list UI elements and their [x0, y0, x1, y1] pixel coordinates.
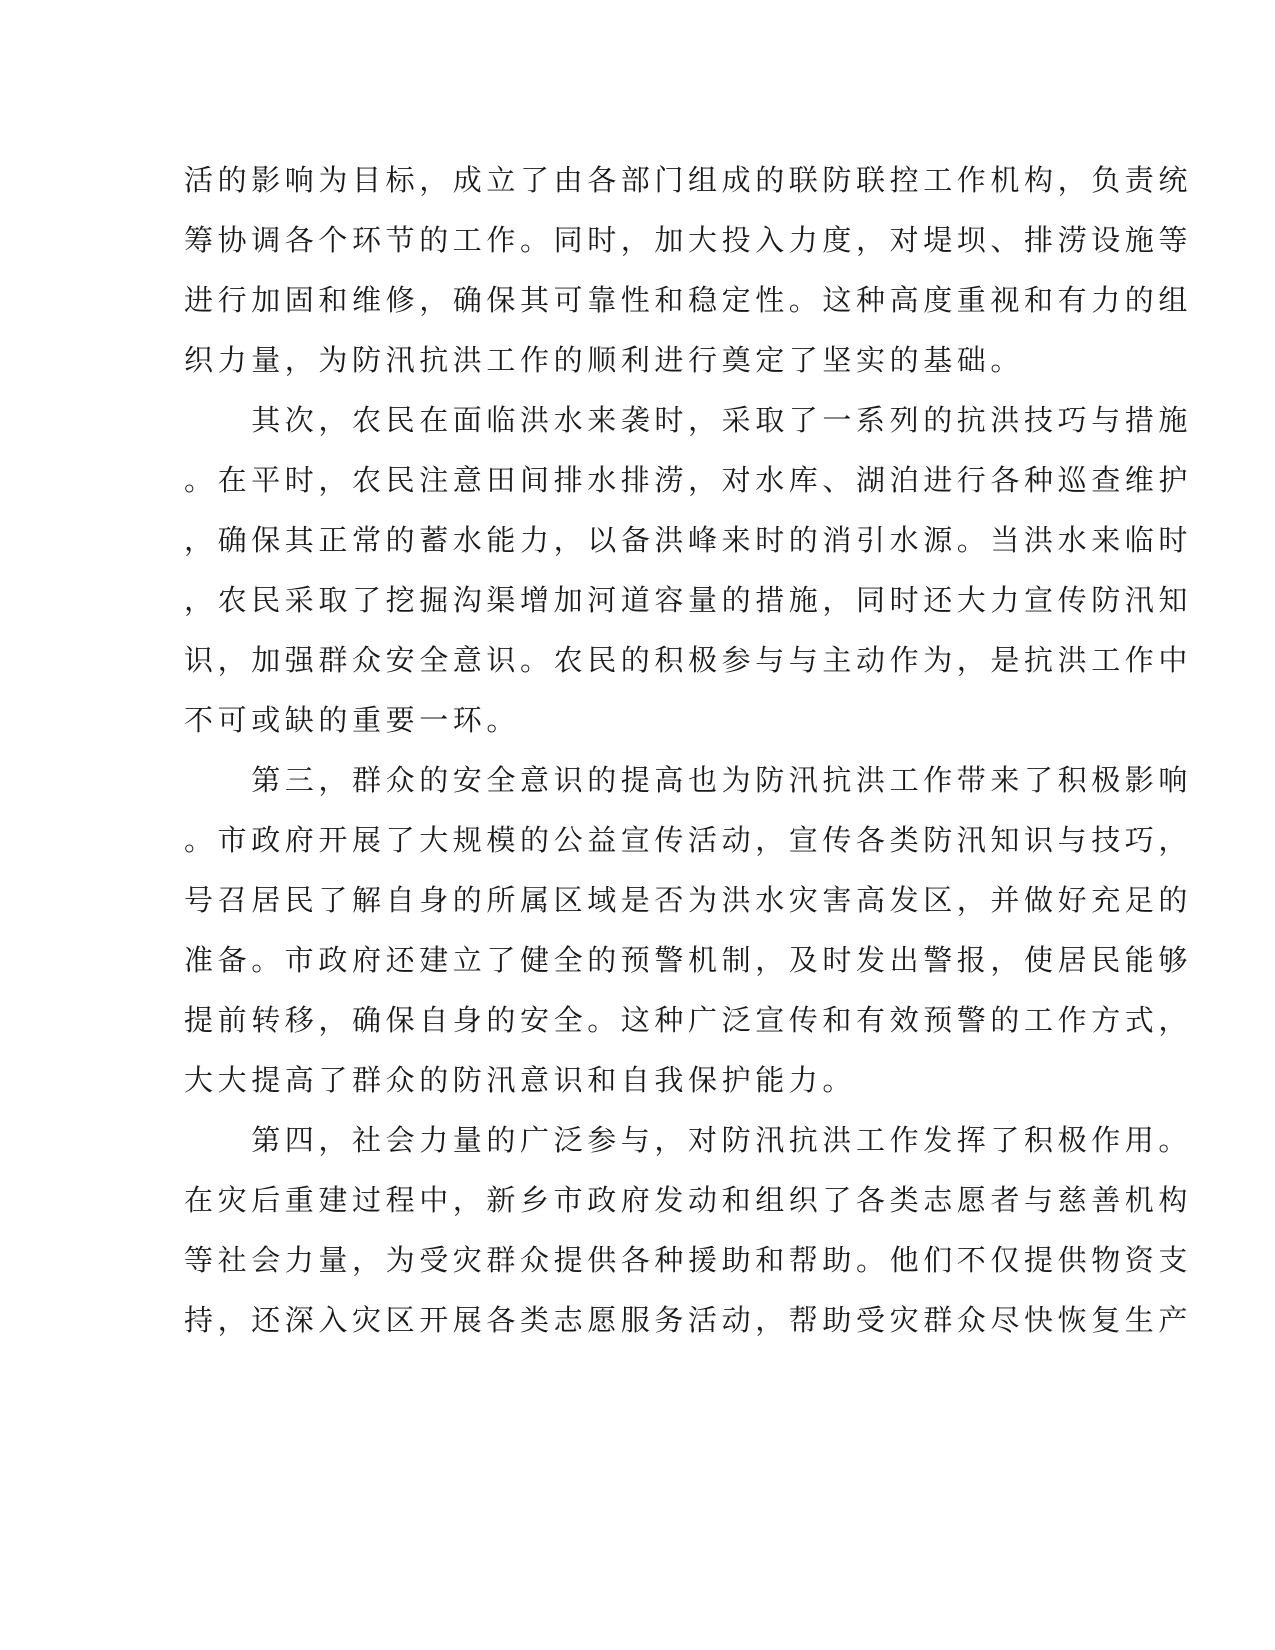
text-line: 号召居民了解自身的所属区域是否为洪水灾害高发区，并做好充足的 — [184, 883, 1193, 917]
text-line: 活的影响为目标，成立了由各部门组成的联防联控工作机构，负责统 — [184, 163, 1193, 197]
text-line: 识，加强群众安全意识。农民的积极参与与主动作为，是抗洪工作中 — [184, 643, 1193, 677]
text-line: 持，还深入灾区开展各类志愿服务活动，帮助受灾群众尽快恢复生产 — [184, 1303, 1193, 1337]
paragraph-1 — [184, 150, 1193, 390]
text-line: 织力量，为防汛抗洪工作的顺利进行奠定了坚实的基础。 — [184, 343, 1025, 377]
text-line: 第四，社会力量的广泛参与，对防汛抗洪工作发挥了积极作用。 — [184, 1123, 1193, 1157]
text-line: 其次，农民在面临洪水来袭时，采取了一系列的抗洪技巧与措施 — [184, 403, 1193, 437]
text-line: 。市政府开展了大规模的公益宣传活动，宣传各类防汛知识与技巧， — [184, 823, 1193, 857]
text-line: 不可或缺的重要一环。 — [184, 703, 521, 737]
text-line: ，确保其正常的蓄水能力，以备洪峰来时的消引水源。当洪水来临时 — [184, 523, 1193, 557]
paragraph-3 — [184, 750, 1193, 1110]
paragraph-2 — [184, 390, 1193, 750]
text-line: 第三，群众的安全意识的提高也为防汛抗洪工作带来了积极影响 — [184, 763, 1193, 797]
text-line: 提前转移，确保自身的安全。这种广泛宣传和有效预警的工作方式， — [184, 1003, 1193, 1037]
text-line: 大大提高了群众的防汛意识和自我保护能力。 — [184, 1063, 857, 1097]
text-line: 进行加固和维修，确保其可靠性和稳定性。这种高度重视和有力的组 — [184, 283, 1193, 317]
text-line: 。在平时，农民注意田间排水排涝，对水库、湖泊进行各种巡查维护 — [184, 463, 1193, 497]
text-line: 等社会力量，为受灾群众提供各种援助和帮助。他们不仅提供物资支 — [184, 1243, 1193, 1277]
paragraph-4 — [184, 1110, 1193, 1350]
text-line: 准备。市政府还建立了健全的预警机制，及时发出警报，使居民能够 — [184, 943, 1193, 977]
body-text — [184, 150, 1193, 1350]
text-line: ，农民采取了挖掘沟渠增加河道容量的措施，同时还大力宣传防汛知 — [184, 583, 1193, 617]
text-line: 在灾后重建过程中，新乡市政府发动和组织了各类志愿者与慈善机构 — [184, 1183, 1193, 1217]
text-line: 筹协调各个环节的工作。同时，加大投入力度，对堤坝、排涝设施等 — [184, 223, 1193, 257]
